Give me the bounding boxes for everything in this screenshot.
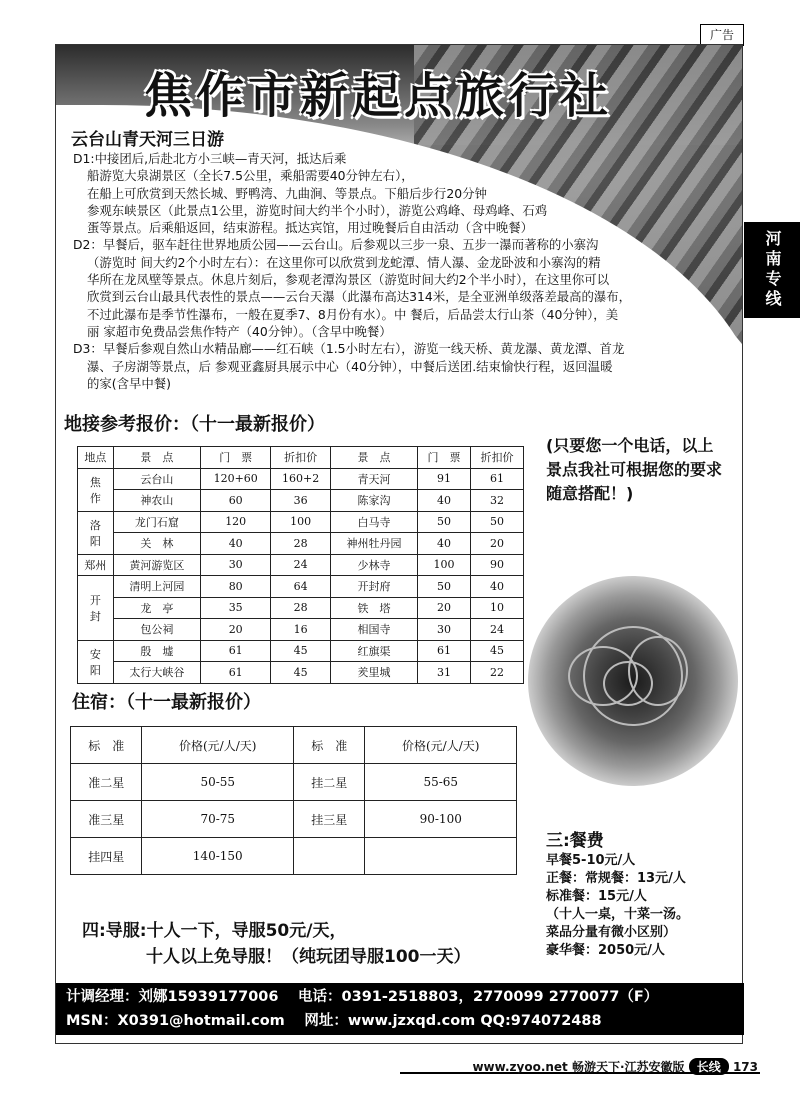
table-cell: 黄河游览区 <box>113 554 200 576</box>
place-cell: 郑州 <box>78 554 114 576</box>
table-row <box>78 597 524 619</box>
table-cell: 28 <box>271 597 331 619</box>
table-cell: 神农山 <box>113 490 200 512</box>
meal-line: 豪华餐：2050元/人 <box>546 943 665 958</box>
table-cell: 70-75 <box>142 801 294 838</box>
table-cell: 少林寺 <box>330 554 417 576</box>
meal-line: 标准餐：15元/人 <box>546 889 647 904</box>
table-cell: 准二星 <box>71 764 142 801</box>
table-cell: 22 <box>471 662 524 684</box>
table-cell: 40 <box>200 533 270 555</box>
table-cell: 16 <box>271 619 331 641</box>
itinerary <box>73 150 728 392</box>
ad-tag: 广告 <box>700 24 744 46</box>
itinerary-line: 在船上可欣赏到天然长城、野鸭湾、九曲涧、等景点。下船后步行20分钟 <box>87 185 487 201</box>
table-cell: 40 <box>418 490 471 512</box>
table-cell: 龙门石窟 <box>113 511 200 533</box>
itinerary-line: 丽 家超市免费品尝焦作特产（40分钟）。（含早中晚餐） <box>87 323 392 339</box>
table-cell: 35 <box>200 597 270 619</box>
table-cell: 36 <box>271 490 331 512</box>
table-cell: 160+2 <box>271 468 331 490</box>
guide-line: 四:导服:十人一下，导服50元/天， <box>82 921 347 941</box>
table-cell: 关 林 <box>113 533 200 555</box>
table-row <box>78 490 524 512</box>
table-cell: 90-100 <box>365 801 517 838</box>
table-cell: 挂四星 <box>71 838 142 875</box>
table-cell: 24 <box>271 554 331 576</box>
table-cell: 45 <box>271 640 331 662</box>
table-cell: 太行大峡谷 <box>113 662 200 684</box>
table-cell: 开封府 <box>330 576 417 598</box>
table-cell: 红旗渠 <box>330 640 417 662</box>
itinerary-line: （游览时 间大约2个小时左右）：在这里你可以欣赏到龙蛇潭、情人瀑、金龙卧波和小寨沟的精 <box>87 254 601 270</box>
table-cell: 准三星 <box>71 801 142 838</box>
table-row <box>78 511 524 533</box>
meal-line: 正餐：常规餐：13元/人 <box>546 871 686 886</box>
table-cell: 80 <box>200 576 270 598</box>
footer-section: 长线 <box>689 1058 729 1075</box>
footer-publication: 畅游天下·江苏安徽版 <box>571 1060 685 1074</box>
table-row <box>78 619 524 641</box>
itinerary-line: 不过此瀑布是季节性瀑布，一般在夏季7、8月份有水）。中 餐后，后品尝太行山茶（40分钟），美 <box>87 306 619 322</box>
page-number: 173 <box>732 1060 758 1074</box>
table-header: 标 准 <box>71 727 142 764</box>
table-cell: 50-55 <box>142 764 294 801</box>
table-cell: 61 <box>200 640 270 662</box>
table-cell: 龙 亭 <box>113 597 200 619</box>
table-cell: 云台山 <box>113 468 200 490</box>
meal-line: 早餐5-10元/人 <box>546 853 636 868</box>
custom-note: (只要您一个电话，以上景点我社可根据您的要求随意搭配！) <box>546 436 723 503</box>
itinerary-line: 参观东峡景区（此景点1公里，游览时间大约半个小时），游览公鸡峰、母鸡峰、石鸡 <box>87 202 548 218</box>
contact-line: MSN：X0391@hotmail.com 网址：www.jzxqd.com QQ:974072488 <box>66 1013 602 1029</box>
table-header: 门 票 <box>200 447 270 469</box>
table-cell: 61 <box>418 640 471 662</box>
table-cell: 30 <box>200 554 270 576</box>
table-row <box>78 640 524 662</box>
table-cell: 挂三星 <box>293 801 364 838</box>
table-cell: 陈家沟 <box>330 490 417 512</box>
place-cell: 安 阳 <box>78 640 114 683</box>
table-cell: 24 <box>471 619 524 641</box>
table-header: 价格(元/人/天) <box>365 727 517 764</box>
itinerary-line: 蛋等景点。后乘船返回，结束游程。抵达宾馆，用过晚餐后自由活动（含中晚餐） <box>87 220 534 236</box>
table-cell: 20 <box>418 597 471 619</box>
table-cell: 铁 塔 <box>330 597 417 619</box>
itinerary-line: D2：早餐后，驱车赶往世界地质公园——云台山。后参观以三步一泉、五步一瀑而著称的小寨沟 <box>73 237 599 253</box>
page-title: 焦作市新起点旅行社 <box>144 68 613 124</box>
table-header: 标 准 <box>293 727 364 764</box>
itinerary-line: D1:中接团后,后赴北方小三峡—青天河，抵达后乘 <box>73 151 347 166</box>
itinerary-line: 的家(含早中餐) <box>87 375 172 391</box>
table-cell: 白马寺 <box>330 511 417 533</box>
table-cell: 100 <box>418 554 471 576</box>
table-cell: 清明上河园 <box>113 576 200 598</box>
table-cell: 45 <box>271 662 331 684</box>
meal-prices <box>546 832 746 960</box>
table-cell: 120 <box>200 511 270 533</box>
itinerary-line: 华所在龙凤壁等景点。休息片刻后，参观老潭沟景区（游览时间大约2个半小时），在这里你可以 <box>87 272 610 288</box>
guide-line: 十人以上免导服！（纯玩团导服100一天） <box>146 947 471 967</box>
table-cell: 50 <box>418 511 471 533</box>
itinerary-line: D3：早餐后参观自然山水精品廊——红石峡（1.5小时左右），游览一线天桥、黄龙瀑、黄龙潭、首龙 <box>73 341 625 357</box>
table-header: 折扣价 <box>271 447 331 469</box>
place-cell: 洛 阳 <box>78 511 114 554</box>
region-tab: 河南专线 <box>744 222 800 318</box>
guide-fees <box>82 918 471 970</box>
contact-line: 计调经理：刘娜15939177006 电话：0391-2518803，2770099 2770077（F） <box>66 989 659 1005</box>
table-cell: 60 <box>200 490 270 512</box>
table-cell: 羑里城 <box>330 662 417 684</box>
table-row <box>78 468 524 490</box>
table-row <box>78 554 524 576</box>
table-cell: 包公祠 <box>113 619 200 641</box>
page-footer <box>472 1058 758 1075</box>
lodging-title: 住宿：（十一最新报价） <box>72 692 261 713</box>
table-cell: 30 <box>418 619 471 641</box>
contact-bar <box>56 983 744 1035</box>
itinerary-line: 船游览大泉湖景区（全长7.5公里，乘船需要40分钟左右）， <box>87 168 414 184</box>
scenic-price-table <box>77 446 524 684</box>
table-header: 景 点 <box>330 447 417 469</box>
place-cell: 焦 作 <box>78 468 114 511</box>
table-header: 折扣价 <box>471 447 524 469</box>
table-header: 地点 <box>78 447 114 469</box>
meal-title: 三:餐费 <box>546 831 604 851</box>
table-cell: 50 <box>418 576 471 598</box>
table-cell: 61 <box>200 662 270 684</box>
table-cell: 相国寺 <box>330 619 417 641</box>
table-cell: 40 <box>418 533 471 555</box>
table-cell: 神州牡丹园 <box>330 533 417 555</box>
table-cell: 91 <box>418 468 471 490</box>
table-cell: 20 <box>471 533 524 555</box>
table-cell: 31 <box>418 662 471 684</box>
table-header: 景 点 <box>113 447 200 469</box>
table-cell: 28 <box>271 533 331 555</box>
table-cell: 140-150 <box>142 838 294 875</box>
table-cell: 100 <box>271 511 331 533</box>
table-header: 价格(元/人/天) <box>142 727 294 764</box>
lodging-price-table <box>70 726 517 875</box>
table-row <box>78 533 524 555</box>
meal-line: （十人一桌，十菜一汤。 <box>546 907 690 922</box>
table-row <box>71 764 517 801</box>
table-cell: 32 <box>471 490 524 512</box>
table-cell: 20 <box>200 619 270 641</box>
table-cell: 10 <box>471 597 524 619</box>
table-cell: 55-65 <box>365 764 517 801</box>
scenic-price-title: 地接参考报价：（十一最新报价） <box>64 414 325 435</box>
table-row <box>78 576 524 598</box>
table-cell: 90 <box>471 554 524 576</box>
table-cell: 40 <box>471 576 524 598</box>
table-cell: 64 <box>271 576 331 598</box>
table-row <box>71 801 517 838</box>
table-cell: 61 <box>471 468 524 490</box>
table-cell <box>293 838 364 875</box>
itinerary-line: 瀑、子房湖等景点，后 参观亚鑫厨具展示中心（40分钟），中餐后送团.结束愉快行程，返回温暖 <box>87 358 613 374</box>
table-cell: 挂二星 <box>293 764 364 801</box>
table-cell: 120+60 <box>200 468 270 490</box>
table-cell: 45 <box>471 640 524 662</box>
table-cell: 殷 墟 <box>113 640 200 662</box>
table-cell <box>365 838 517 875</box>
table-row <box>78 662 524 684</box>
trip-title: 云台山青天河三日游 <box>71 130 224 150</box>
table-header: 门 票 <box>418 447 471 469</box>
table-cell: 50 <box>471 511 524 533</box>
flower-image <box>528 576 738 786</box>
meal-line: 菜品分量有微小区别） <box>546 925 677 940</box>
itinerary-line: 欣赏到云台山最具代表性的景点——云台天瀑（此瀑布高达314米，是全亚洲单级落差最高的瀑布， <box>87 289 632 305</box>
table-row <box>71 838 517 875</box>
place-cell: 开 封 <box>78 576 114 641</box>
table-cell: 青天河 <box>330 468 417 490</box>
footer-site: www.zyoo.net <box>472 1060 568 1074</box>
